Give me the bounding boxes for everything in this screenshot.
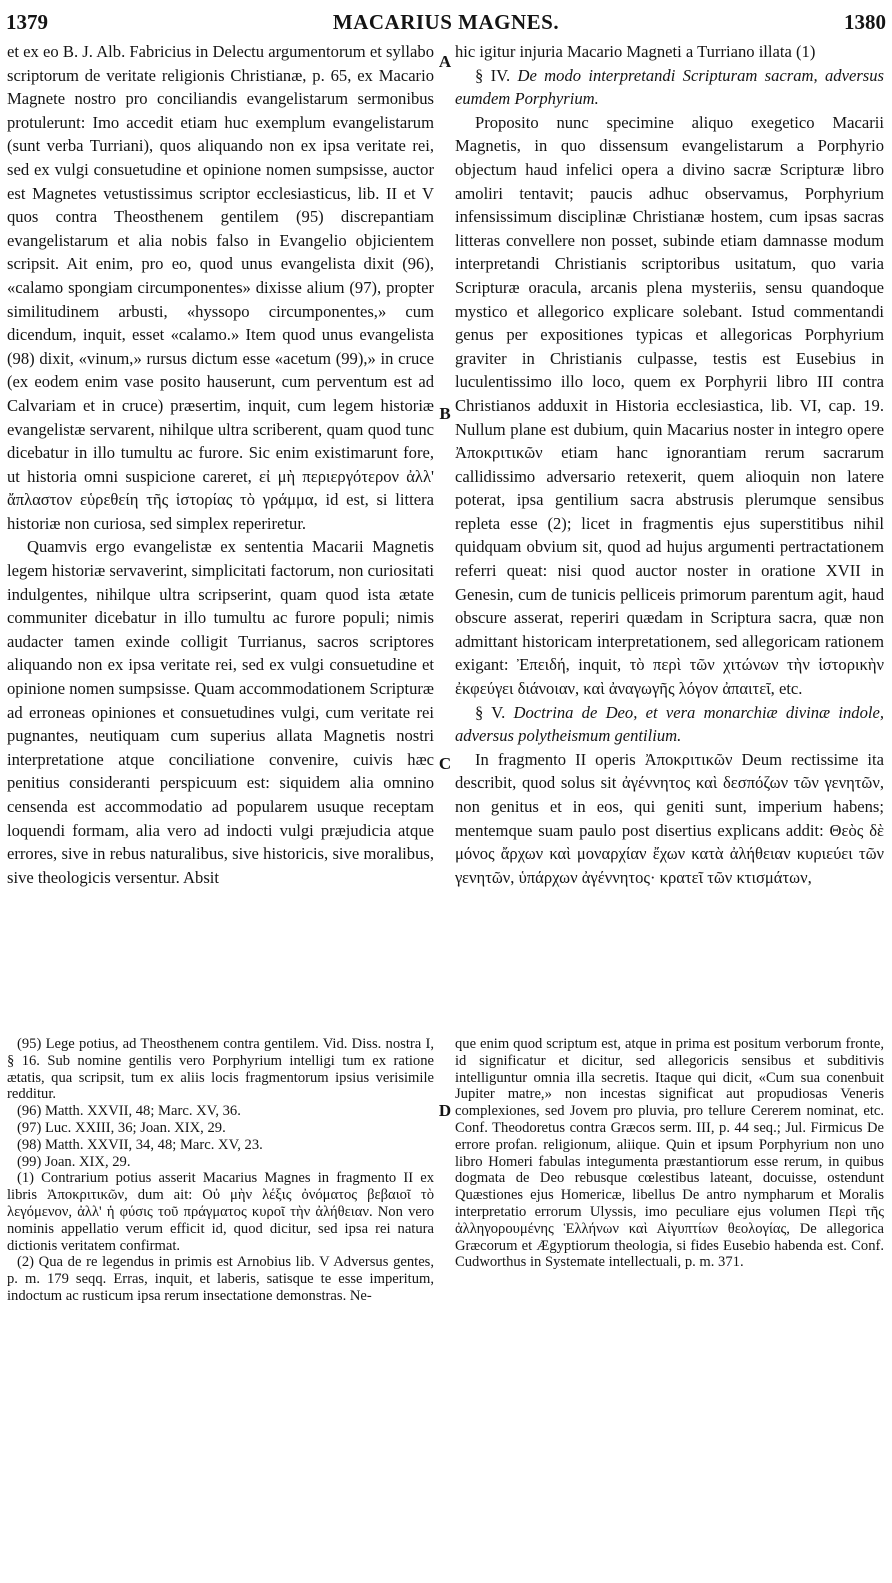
right-column (455, 40, 884, 889)
left-paragraph-1: et ex eo B. J. Alb. Fabricius in Delectu argumentorum et syllabo scriptorum de veritate religionis Christianæ, p. 65, ex Macario Magnete nostro pro conciliandis evangelistarum sermonibus protulerunt: Imo accedit etiam huc exemplum evangelistarum (sunt verba Turriani), quos aliquando non ex ipsa veritate rei, sed ex vulgi consuetudine et opinione nomen sumpsisse, auctor est Magnetes vetustissimus scriptor ecclesiasticus, lib. II et V quos contra Theosthenem gentilem (95) discrepantiam evangelistarum et alia nobis falso in Evangelio objicientem scripsit. Ait enim, pro eo, quod unus evangelista dixit (96), «calamo spongiam circumponentes» dixisse alium (97), propter similitudinem arbusti, «hyssopo circumponentes,» cum dicendum, inquit, esset «calamo.» Item quod unus evangelista (98) dixit, «vinum,» rursus dictum esse «acetum (99),» in cruce (ex eodem enim vase posito hauserunt, cum perventum est ad Calvariam et in cruce) præsertim, inquit, cum legem historiæ evangelistæ servarent, nihilque ultra scriberent, quam quod tunc dicebatur in illo tumultu ac furore. Sic enim existimarunt fore, ut historia omni suspicione careret, εἰ μὴ περιεργότερον ἀλλ' ἄπλαστον εὑρεθείη τῆς ἱστορίας τὸ γράμμα, id est, si littera historiæ non curiosa, sed simplex reperiretur. (7, 42, 434, 533)
column-marker-b: B (439, 404, 451, 423)
left-column (7, 40, 434, 889)
footnote-95: (95) Lege potius, ad Theosthenem contra gentilem. Vid. Diss. nostra I, § 16. Sub nomine gentilis vero Porphyrium intelligi tum ex ratione ætatis, qua scripsit, tum ex aliis locis fragmentorum ipsius verisimile redditur. (7, 1036, 434, 1103)
footnote-1: (1) Contrarium potius asserit Macarius Magnes in fragmento II ex libris Ἀποκριτικῶν, dum ait: Οὐ μὴν λέξις ὀνόματος βεβαιοῖ τὸ λεγόμενον, ἀλλ' ἡ φύσις τοῦ πράγματος κυροῖ τὴν ἀλήθειαν. Non vero nominis appellatio verum efficit id, quod dicitur, sed ipsa rei natura dictionis veritatem confirmat. (7, 1170, 434, 1254)
section-4-number: § IV. (475, 65, 511, 85)
footnote-97: (97) Luc. XXIII, 36; Joan. XIX, 29. (17, 1119, 226, 1136)
left-footnotes (7, 1036, 434, 1305)
page-number-right: 1380 (844, 10, 886, 34)
column-marker-a: A (438, 52, 452, 71)
right-paragraph-1: hic igitur injuria Macario Magneti a Turriano illata (1) (455, 42, 816, 61)
footnote-2: (2) Qua de re legendus in primis est Arnobius lib. V Adversus gentes, p. m. 179 seqq. Erras, inquit, et laberis, satisque te esse imperitum, indoctum ac rusticum ipsa rerum insectatione demonstras. Ne- (7, 1254, 434, 1304)
section-4-title: De modo interpretandi Scripturam sacram, adversus eumdem Porphyrium. (455, 65, 885, 109)
right-paragraph-2: Proposito nunc specimine aliquo exegetico Macarii Magnetis, in quo dissensum evangelistarum a Porphyrio objectum haud infelici opera a divino sacræ Scripturæ libro amoliri tentavit; paucis adhuc observamus, Porphyrium infensissimum disciplinæ Christianæ hostem, cum ipsas sacras litteras convellere non posset, subinde etiam damnasse modum interpretandi Christianis scriptoribus usitatum, quo varia Scripturæ oracula, arcanis plena mysteriis, sensu quandoque mystico et allegorico explicare solebant. Istud commentandi genus per expositiones typicas et allegoricas Porphyrium graviter in Christianis culpasse, testis est Eusebius in luculentissimo illo loco, quem ex Porphyrii libro III contra Christianos adduxit in Historia ecclesiastica, lib. VI, cap. 19. Nullum plane est dubium, quin Macarius noster in integro opere Ἀποκριτικῶν etiam hanc ignorantiam rerum sacrarum callidissimo adversario retexerit, quem alioquin non latere poterat, ipsa gentilium sacra abstrusis plerumque sensibus repleta esse (2); licet in fragmentis ejus superstitibus nihil quidquam obvium sit, quod ad hujus argumenti pertractationem referri queat: nisi quod auctor noster in oratione XVII in Genesin, cum de tunicis pelliceis primorum parentum agit, haud obscure asserat, reperiri quædam in Scriptura sacra, quæ non admittant historicam interpretationem, sed allegoricam rationem exigant: Ἐπειδή, inquit, τὸ περὶ τῶν χιτώνων τὴν ἱστορικὴν ἐκφεύγει διάνοιαν, καὶ ἀναγωγῆς λόγον ἀπαιτεῖ, etc. (455, 112, 884, 699)
column-marker-c: C (438, 754, 452, 773)
page-header (6, 8, 886, 42)
page-number-left: 1379 (6, 10, 48, 34)
section-5-title: Doctrina de Deo, et vera monarchiæ divinæ indole, adversus polytheismum gentilium. (455, 702, 884, 746)
footnote-99: (99) Joan. XIX, 29. (17, 1153, 131, 1170)
section-heading-5 (455, 701, 884, 748)
column-marker-d: D (438, 1101, 452, 1120)
section-heading-4 (455, 64, 884, 111)
footnote-98: (98) Matth. XXVII, 34, 48; Marc. XV, 23. (17, 1136, 263, 1153)
right-footnotes (455, 1036, 884, 1271)
right-paragraph-3: In fragmento II operis Ἀποκριτικῶν Deum rectissime ita describit, quod solus sit ἀγέννητος καὶ δεσπόζων τῶν γενητῶν, non genitus et in eos, qui geniti sunt, imperium habens; mentemque suam paulo post disertius explicans addit: Θεὸς δὲ μόνος ἄρχων καὶ μοναρχίαν ἔχων κατὰ ἀλήθειαν κυριεύει τῶν γενητῶν, ὑπάρχων ἀγέννητος· κρατεῖ τῶν κτισμάτων, (455, 749, 884, 887)
footnote-96: (96) Matth. XXVII, 48; Marc. XV, 36. (17, 1103, 241, 1120)
section-5-number: § V. (475, 702, 506, 722)
left-paragraph-2: Quamvis ergo evangelistæ ex sententia Macarii Magnetis legem historiæ servaverint, simplicitati factorum, non curiositati indulgentes, nihilque ultra scripserint, quam quod ista ætate communiter dicebatur in illo tumultu ac furore populi; nimis audacter tamen exinde colligit Turrianus, sacros scriptores aliquando non ex ipsa veritate rei, sed ex vulgi consuetudine et opinione nomen sumpsisse. Quam accommodationem Scripturæ ad erroneas opiniones et consuetudines vulgi, cum veritate rei pugnantes, neutiquam cum superius allata Magnetis nostri interpretatione atque conciliatione convenire, cuivis hæc penitius consideranti perspicuum est: siquidem alia omnino censenda est accommodatio ad popularem usuque receptam loquendi formam, alia vero ad indocti vulgi præjudicia atque errores, sive in rebus naturalibus, sive historicis, sive moralibus, sive theologicis versentur. Absit (7, 537, 434, 887)
running-title: MACARIUS MAGNES. (332, 10, 560, 34)
footnote-2-continued: que enim quod scriptum est, atque in prima est positum verborum fronte, id significatur et dicitur, sed allegoricis sensibus et subditivis intelliguntur omnia illa secretis. Itaque qui dicit, «Cum sua conenbuit Jupiter matre,» non incestas significat aut propudiosas Veneris complexiones, sed Jovem pro pluvia, pro tellure Cererem nominat, etc. Conf. Theodoretus contra Græcos serm. III, p. 44 seq.; Jul. Firmicus De errore profan. religionum, aliique. Quin et ipsum Porphyrium non uno libro Homeri fabulas integumenta præstantiorum esse rerum, in quibus dogmata de Deo rebusque cœlestibus lateant, docuisse, ostendunt Quæstiones ejus Homericæ, libellus De antro nympharum et Moralis interpretatio errorum Ulyssis, imo peculiare ejus volumen Περὶ τῆς ἀλληγορουμένης Ἑλλήνων καὶ Αἰγυπτίων θεολογίας, De allegorica Græcorum et Ægyptiorum theologia, si fides Eusebio habenda est. Conf. Cudworthus in Systemate intellectuali, p. m. 371. (455, 1036, 884, 1271)
